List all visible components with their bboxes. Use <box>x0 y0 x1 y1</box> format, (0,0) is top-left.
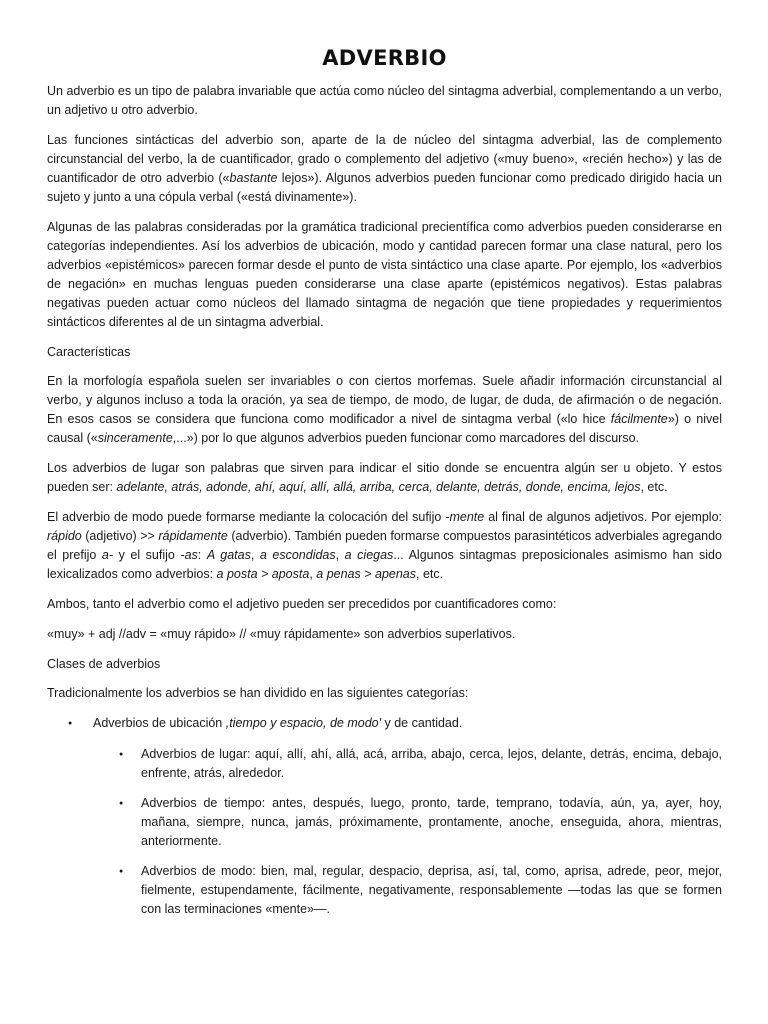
paragraph-definition: Un adverbio es un tipo de palabra invariable que actúa como núcleo del sintagma adverbial, complementando a un verbo, un adjetivo u otro adverbio. <box>47 84 722 117</box>
text-run: y de cantidad. <box>381 716 463 730</box>
section-heading-clases: Clases de adverbios <box>47 657 161 671</box>
text-run: al final de algunos adjetivos. Por ejemplo: <box>484 510 722 524</box>
list-item-ubicacion <box>47 714 722 919</box>
text-run: lejos»). Algunos adverbios pueden funcionar como predicado dirigido hacia un sujeto y junto a una cópula verbal («está divinamente»). <box>47 171 722 204</box>
italic-run: rápidamente <box>158 529 228 543</box>
text-run: El adverbio de modo puede formarse mediante la colocación del sufijo <box>47 510 446 524</box>
subclass-text: antes, después, luego, pronto, tarde, temprano, todavía, aún, ya, ayer, hoy, mañana, siempre, nunca, jamás, próximamente, prontamente, anoche, enseguida, ahora, mientras, anteriormente. <box>141 796 722 848</box>
subclass-label: Adverbios de tiempo: <box>141 796 266 810</box>
text-run: , <box>250 548 260 562</box>
italic-run: bastante <box>229 171 278 185</box>
text-run: En la morfología española suelen ser invariables o con ciertos morfemas. Suele añadir información circunstancial al verbo, y algunos incluso a toda la oración, ya sea de tiempo, de modo, de lugar, de duda, de afirmación o de negación. En esos casos se considera que funciona como modificador a nivel de sintagma verbal («lo hice <box>47 374 722 426</box>
text-run: , etc. <box>640 480 668 494</box>
adverb-subclass-list <box>93 745 722 919</box>
document-page <box>47 46 722 930</box>
list-item-modo <box>141 862 722 919</box>
italic-run: modo' <box>347 716 381 730</box>
adverb-class-list <box>47 714 722 919</box>
italic-run: fácilmente <box>610 412 668 426</box>
text-run: , etc. <box>416 567 444 581</box>
italic-run: a penas > apenas <box>316 567 417 581</box>
italic-run: a posta > aposta <box>216 567 310 581</box>
italic-run: sinceramente <box>97 431 173 445</box>
paragraph-place-adverbs <box>47 459 722 497</box>
list-item-lugar <box>141 745 722 783</box>
subclass-label: Adverbios de modo: <box>141 864 256 878</box>
text-run: (adjetivo) >> <box>81 529 159 543</box>
paragraph-functions <box>47 131 722 207</box>
italic-run: ,tiempo y espacio, de <box>225 716 348 730</box>
subclass-label: Adverbios de lugar: <box>141 747 251 761</box>
section-heading-caracteristicas: Características <box>47 345 131 359</box>
paragraph-morphology <box>47 372 722 448</box>
italic-run: rápido <box>47 529 82 543</box>
list-item-tiempo <box>141 794 722 851</box>
text-run: Los adverbios de lugar son palabras que sirven para indicar el sitio donde se encuentra algún ser u objeto. Y estos pueden ser: <box>47 461 722 494</box>
text-run: , <box>309 567 317 581</box>
text-run: y el sufijo <box>113 548 181 562</box>
italic-run: a- <box>101 548 114 562</box>
subclass-text: bien, mal, regular, despacio, deprisa, así, tal, como, aprisa, adrede, peor, mejor, fielmente, estupendamente, fácilmente, negativamente, responsablemente —todas las que se formen con las terminaciones «mente»—. <box>141 864 722 916</box>
subclass-text: aquí, allí, ahí, allá, acá, arriba, abajo, cerca, lejos, delante, detrás, encima, debajo, enfrente, atrás, alrededor. <box>141 747 722 780</box>
italic-run: -mente <box>445 510 485 524</box>
paragraph-superlatives: «muy» + adj //adv = «muy rápido» // «muy rápidamente» son adverbios superlativos. <box>47 627 516 641</box>
paragraph-quantifiers: Ambos, tanto el adverbio como el adjetivo pueden ser precedidos por cuantificadores como: <box>47 597 557 611</box>
paragraph-manner-adverbs <box>47 508 722 584</box>
text-run: : <box>197 548 207 562</box>
italic-run: -as <box>180 548 198 562</box>
document-title: ADVERBIO <box>322 46 447 70</box>
text-run: ,...») por lo que algunos adverbios pueden funcionar como marcadores del discurso. <box>172 431 640 445</box>
text-run: Adverbios de ubicación <box>93 716 226 730</box>
text-run: ») o nivel causal (« <box>47 412 722 445</box>
text-run: (adverbio). También pueden formarse compuestos parasintéticos adverbiales agregando el prefijo <box>47 529 722 562</box>
text-run: Las funciones sintácticas del adverbio son, aparte de la de núcleo del sintagma adverbial, las de complemento circunstancial del verbo, la de cuantificador, grado o complemento del adjetivo («muy bueno», «recién hecho») y las de cuantificador de otro adverbio (« <box>47 133 722 185</box>
paragraph-categories: Algunas de las palabras consideradas por la gramática tradicional precientífica como adverbios pueden considerarse en categorías independientes. Así los adverbios de ubicación, modo y cantidad parecen formar una clase natural, pero los adverbios «epistémicos» parecen formar desde el punto de vista sintáctico una clase aparte. Por ejemplo, los «adverbios de negación» en muchas lenguas pueden considerarse una clase aparte (epistémicos negativos). Estas palabras negativas pueden actuar como núcleos del llamado sintagma de negación que tiene propiedades y requerimientos sintácticos diferentes al de un sintagma adverbial. <box>47 220 722 329</box>
italic-run: adelante, atrás, adonde, ahí, aquí, allí, allá, arriba, cerca, delante, detrás, donde, encima, lejos <box>116 480 641 494</box>
text-run: , <box>335 548 345 562</box>
text-run: ... Algunos sintagmas preposicionales asimismo han sido lexicalizados como adverbios: <box>47 548 722 581</box>
italic-run: a ciegas <box>344 548 394 562</box>
paragraph-traditional: Tradicionalmente los adverbios se han dividido en las siguientes categorías: <box>47 686 469 700</box>
italic-run: a escondidas <box>259 548 336 562</box>
italic-run: A gatas <box>206 548 251 562</box>
